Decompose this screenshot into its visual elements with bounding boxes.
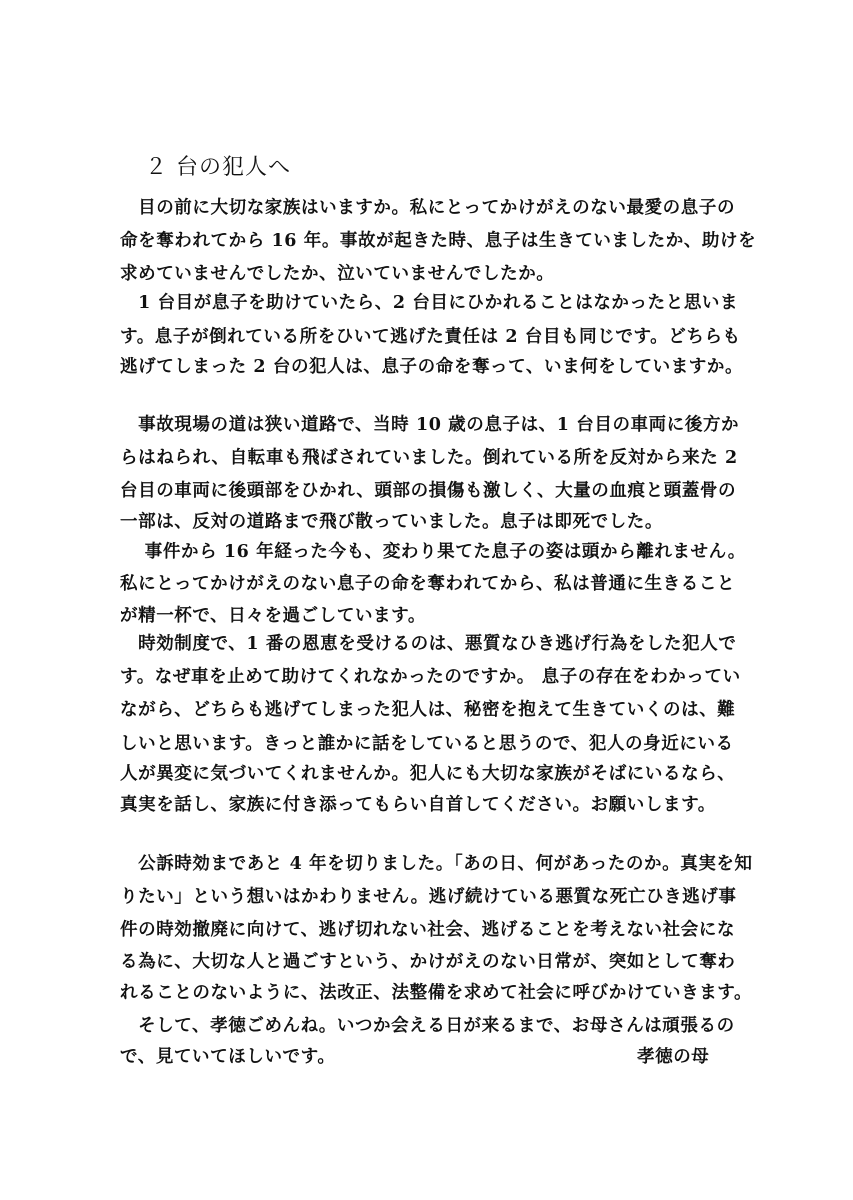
signature: 孝徳の母 <box>637 1047 710 1067</box>
body-line: らはねられ、自転車も飛ばされていました。倒れている所を反対から来た 2 <box>120 448 738 468</box>
body-line: 時効制度で、1 番の恩恵を受けるのは、悪質なひき逃げ行為をした犯人で <box>120 634 737 654</box>
document-title: ２ 台の犯人へ <box>145 155 291 180</box>
body-line: す。なぜ車を止めて助けてくれなかったのですか。 息子の存在をわかってい <box>120 667 741 687</box>
body-line: 台目の車両に後頭部をひかれ、頭部の損傷も激しく、大量の血痕と頭蓋骨の <box>120 481 737 501</box>
body-line: 命を奪われてから 16 年。事故が起きた時、息子は生きていましたか、助けを <box>120 231 757 251</box>
body-line: れることのないように、法改正、法整備を求めて社会に呼びかけていきます。 <box>120 983 753 1003</box>
body-line: る為に、大切な人と過ごすという、かけがえのない日常が、突如として奪わ <box>120 952 736 972</box>
body-line: 求めていませんでしたか、泣いていませんでしたか。 <box>120 264 555 284</box>
body-line: そして、孝徳ごめんね。いつか会える日が来るまで、お母さんは頑張るの <box>120 1016 735 1036</box>
body-line: が精一杯で、日々を過ごしています。 <box>120 606 426 626</box>
body-line: 事件から 16 年経った今も、変わり果てた息子の姿は頭から離れません。 <box>120 542 746 562</box>
body-line: りたい」という想いはかわりません。逃げ続けている悪質な死亡ひき逃げ事 <box>120 887 737 907</box>
body-line: 真実を話し、家族に付き添ってもらい自首してください。お願いします。 <box>120 795 716 815</box>
body-line: しいと思います。きっと誰かに話をしていると思うので、犯人の身近にいる <box>120 734 734 754</box>
body-line: 公訴時効まであと 4 年を切りました。「あの日、何があったのか。真実を知 <box>120 854 753 874</box>
body-line: 人が異変に気づいてくれませんか。犯人にも大切な家族がそばにいるなら、 <box>120 764 736 784</box>
body-line: 私にとってかけがえのない息子の命を奪われてから、私は普通に生きること <box>120 574 736 594</box>
body-line: 一部は、反対の道路まで飛び散っていました。息子は即死でした。 <box>120 512 663 532</box>
body-line: 1 台目が息子を助けていたら、2 台目にひかれることはなかったと思いま <box>120 293 739 313</box>
body-line: す。息子が倒れている所をひいて逃げた責任は 2 台目も同じです。どちらも <box>120 327 741 347</box>
body-line: 件の時効撤廃に向けて、逃げ切れない社会、逃げることを考えない社会にな <box>120 920 736 940</box>
body-line: 逃げてしまった 2 台の犯人は、息子の命を奪って、いま何をしていますか。 <box>120 357 744 377</box>
body-line: ながら、どちらも逃げてしまった犯人は、秘密を抱えて生きていくのは、難 <box>120 700 736 720</box>
body-line: 目の前に大切な家族はいますか。私にとってかけがえのない最愛の息子の <box>120 198 736 218</box>
body-line: で、見ていてほしいです。 <box>120 1047 336 1067</box>
body-line: 事故現場の道は狭い道路で、当時 10 歳の息子は、1 台目の車両に後方か <box>120 415 740 435</box>
